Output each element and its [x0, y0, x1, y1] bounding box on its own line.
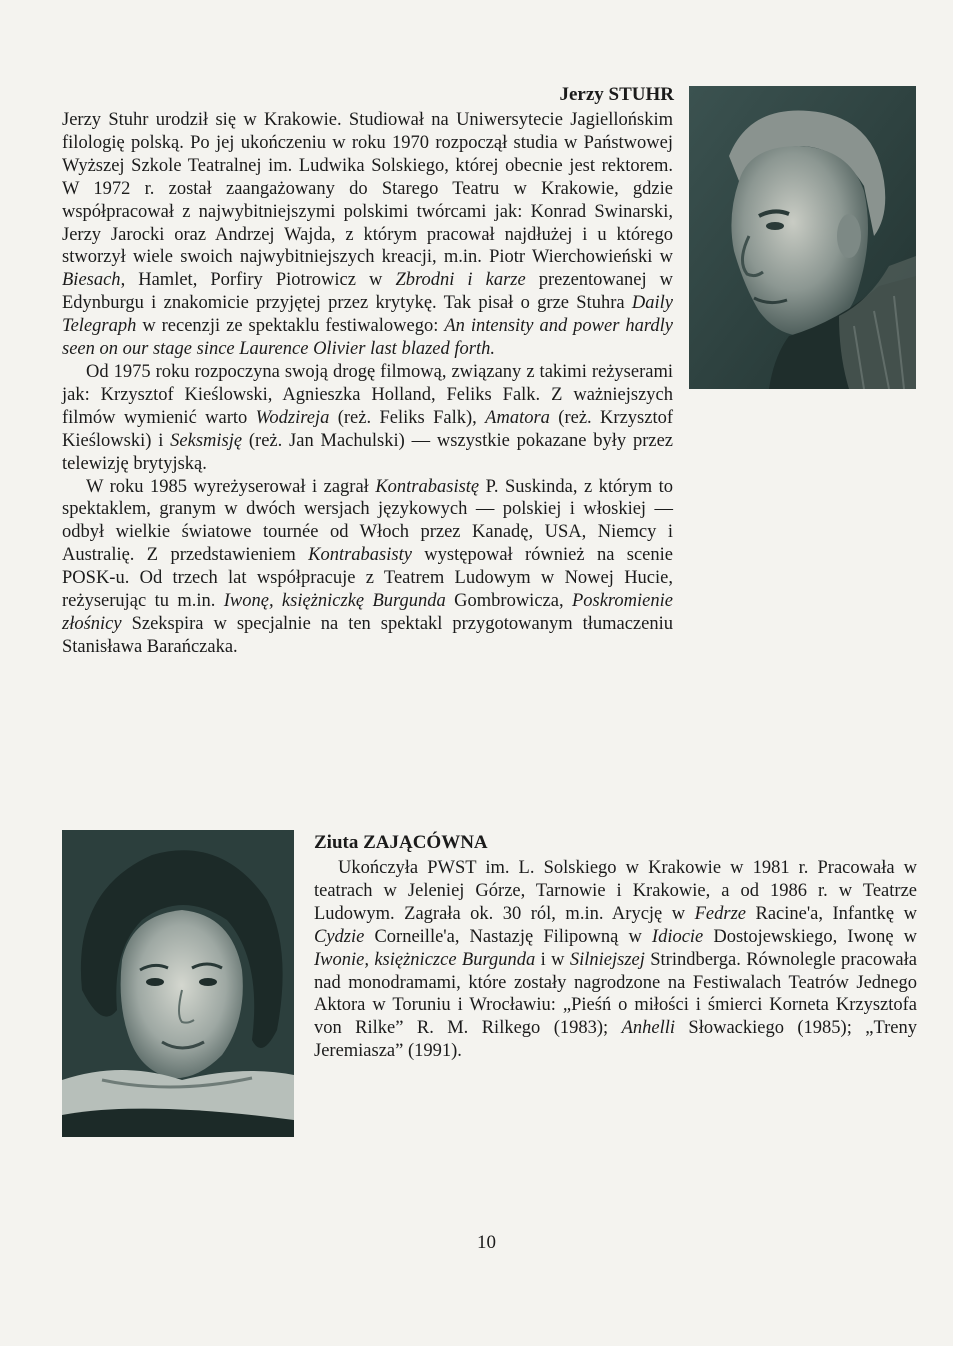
title-idiota: Idiocie	[651, 926, 704, 947]
title-iwona: Iwonie, księżniczce Burgunda	[314, 949, 536, 970]
page-number: 10	[477, 1232, 496, 1253]
text-run: Ukończyła PWST im. L. Solskiego w Krakowie w 1981 r. Pracowała w teatrach w Jeleniej Górze, Tarnowie i Krakowie, a od 1986 r. w Teatrze Ludowym. Zagrała ok. 30 ról, m.in. Arycję w	[314, 858, 917, 924]
zajacowna-heading: Ziuta ZAJĄCÓWNA	[314, 832, 488, 853]
title-poskromienie: Poskromienie złośnicy	[62, 591, 673, 634]
text-run: W roku 1985 wyreżyserował i zagrał	[86, 476, 376, 497]
text-run: Od 1975 roku rozpoczyna swoją drogę filmową, związany z takimi reżyserami jak: Krzysztof Kieślowski, Agnieszka Holland, Feliks Falk. Z ważniejszych filmów wymienić warto	[62, 361, 673, 428]
zajacowna-biography	[314, 857, 917, 1063]
zajacowna-paragraph-1	[314, 857, 917, 1063]
text-run: (reż. Jan Machulski) — wszystkie pokazane były przez telewizję brytyjską.	[62, 430, 673, 474]
title-kontrabasista: Kontrabasistę	[375, 476, 480, 497]
text-run: Strindberga. Równolegle pracowała nad monodramami, które zostały nagrodzone na Festiwalach Teatrów Jednego Aktora w Toruniu i Wrocławiu: „Pieśń o miłości i śmierci Korneta Krzysztofa von Rilke” R. M. Rilkego (1983);	[314, 949, 917, 1039]
text-run: występował również na scenie POSK-u. Od trzech lat współpracuje z Teatrem Ludowym w Nowej Hucie, reżyserując tu m.in.	[62, 545, 673, 612]
stuhr-portrait-image	[689, 86, 916, 389]
title-fedra: Fedrze	[694, 903, 746, 924]
title-seksmisja: Seksmisję	[170, 430, 243, 451]
title-amator: Amatora	[485, 407, 550, 428]
stuhr-heading: Jerzy STUHR	[559, 84, 674, 105]
title-daily-telegraph: Daily Telegraph	[62, 293, 673, 337]
text-run: Gombrowicza,	[445, 591, 572, 612]
stuhr-paragraph-3	[62, 476, 673, 659]
text-run: , Hamlet, Porfiry Piotrowicz w	[120, 270, 396, 291]
text-run: Słowackiego (1985); „Treny Jeremiasza” (1991).	[314, 1018, 917, 1062]
title-zbrodnia-i-kara: Zbrodni i karze	[395, 270, 526, 291]
stuhr-portrait-photo	[689, 86, 916, 389]
title-kontrabasisty: Kontrabasisty	[308, 545, 412, 566]
text-run: prezentowanej w Edynburgu i znakomicie przyjętej przez krytykę. Tak pisał o grze Stuhra	[62, 270, 674, 314]
zajacowna-portrait-photo	[62, 830, 294, 1137]
stuhr-biography	[62, 109, 673, 659]
text-run: w recenzji ze spektaklu festiwalowego:	[136, 316, 445, 337]
text-run: i w	[535, 949, 570, 970]
text-run: (reż. Feliks Falk),	[329, 407, 486, 428]
title-silniejsza: Silniejszej	[569, 949, 645, 970]
title-biesy: Biesach	[62, 270, 121, 291]
text-run: Jerzy Stuhr urodził się w Krakowie. Studiował na Uniwersytecie Jagiellońskim filologię polską. Po jej ukończeniu w roku 1970 rozpoczął studia w Państwowej Wyższej Szkole Teatralnej im. Ludwika Solskiego, której obecnie jest rektorem. W 1972 r. został zaangażowany do Starego Teatru w Krakowie, gdzie współpracował z najwybitniejszymi polskimi twórcami jak: Konrad Swinarski, Jerzy Jarocki oraz Andrzej Wajda, z którym pracował najdłużej i u którego stworzył wiele swoich najwybitniejszych kreacji, m.in. Piotr Wierchowieński w	[62, 110, 673, 268]
stuhr-paragraph-2	[62, 361, 673, 476]
stuhr-paragraph-1	[62, 109, 673, 361]
title-anhelli: Anhelli	[621, 1018, 676, 1039]
text-run: Szekspira w specjalnie na ten spektakl przygotowanym tłumaczeniu Stanisława Barańczaka.	[62, 613, 673, 657]
review-quote: An intensity and power hardly seen on our stage since Laurence Olivier last blazed forth.	[62, 316, 673, 360]
title-cyd: Cydzie	[314, 926, 365, 947]
text-run: (reż. Krzysztof Kieślowski) i	[62, 407, 674, 451]
text-run: P. Suskinda, z którym to spektaklem, granym w dwóch wersjach językowych — polskiej i włoskiej — odbył wielkie światowe tournée od Włoch przez Kanadę, USA, Niemcy i Australię. Z przedstawieniem	[62, 476, 673, 566]
text-run: Racine'a, Infantkę w	[745, 903, 917, 924]
title-iwona: Iwonę, księżniczkę Burgunda	[223, 591, 446, 612]
text-run: Corneille'a, Nastazję Filipowną w	[364, 926, 652, 947]
zajacowna-portrait-image	[62, 830, 294, 1137]
title-wodzirej: Wodzireja	[255, 407, 330, 428]
text-run: Dostojewskiego, Iwonę w	[703, 926, 917, 947]
